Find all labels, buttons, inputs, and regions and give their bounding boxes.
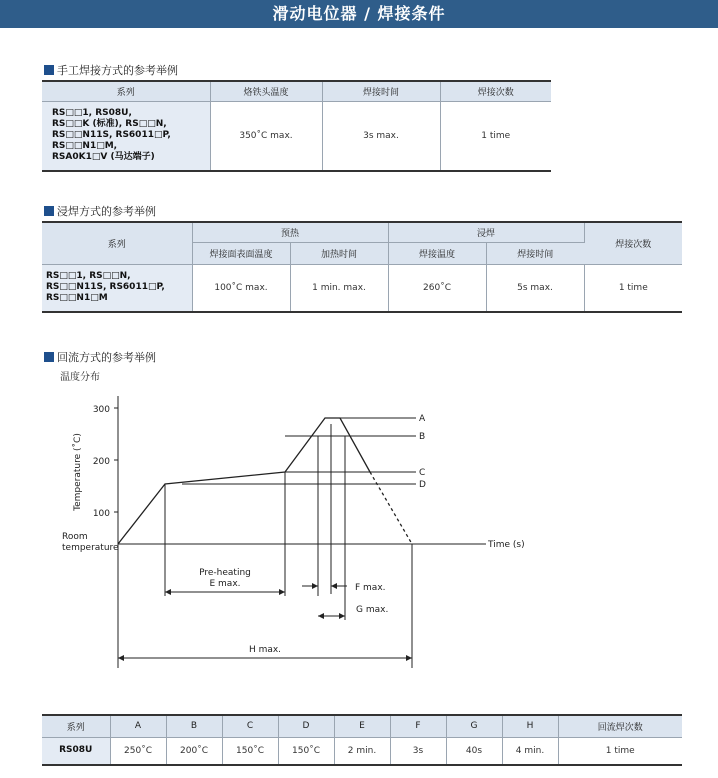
reflow-value-count: 1 time bbox=[558, 737, 682, 765]
reflow-header-count: 回流焊次数 bbox=[558, 715, 682, 737]
manual-series-line: RSA0K1□V (马达端子) bbox=[52, 152, 155, 163]
y-tick-label-100: 100 bbox=[92, 509, 110, 519]
dip-header-series: 系列 bbox=[42, 222, 192, 264]
section-square-icon bbox=[44, 206, 54, 216]
manual-header-count: 焊接次数 bbox=[440, 81, 551, 101]
cooling-dashed-line bbox=[370, 472, 412, 544]
reflow-header-d: D bbox=[278, 715, 334, 737]
reflow-header-c: C bbox=[222, 715, 278, 737]
e-max-label: E max. bbox=[209, 579, 241, 589]
h-max-label: H max. bbox=[248, 645, 282, 655]
reflow-header-f: F bbox=[390, 715, 446, 737]
manual-section-title bbox=[44, 62, 178, 78]
manual-count: 1 time bbox=[440, 101, 551, 171]
page-banner bbox=[0, 0, 718, 28]
temperature-profile-line bbox=[118, 418, 370, 544]
reflow-value-b: 200˚C bbox=[166, 737, 222, 765]
manual-header-iron-temp: 烙铁头温度 bbox=[210, 81, 322, 101]
reflow-value-e: 2 min. bbox=[334, 737, 390, 765]
reflow-header-b: B bbox=[166, 715, 222, 737]
dip-header-surface-temp: 焊接面表面温度 bbox=[192, 242, 290, 264]
reflow-table bbox=[42, 714, 682, 766]
reflow-profile-chart bbox=[0, 384, 718, 674]
y-tick-label-300: 300 bbox=[92, 405, 110, 415]
manual-time: 3s max. bbox=[322, 101, 440, 171]
reflow-subtitle: 温度分布 bbox=[60, 372, 100, 383]
dip-title-text: 浸焊方式的参考举例 bbox=[57, 205, 156, 218]
room-label-line1: Room bbox=[62, 532, 88, 542]
dip-header-heat-time: 加热时间 bbox=[290, 242, 388, 264]
reflow-value-g: 40s bbox=[446, 737, 502, 765]
manual-series-cell bbox=[42, 101, 210, 171]
dip-series-cell bbox=[42, 264, 192, 312]
x-axis-label: Time (s) bbox=[488, 540, 525, 550]
dip-series-line: RS□□N11S, RS6011□P, bbox=[46, 282, 165, 293]
manual-series-line: RS□□1, RS08U, bbox=[52, 108, 132, 119]
reflow-value-c: 150˚C bbox=[222, 737, 278, 765]
level-label-a: A bbox=[419, 414, 426, 424]
section-square-icon bbox=[44, 352, 54, 362]
dip-header-solder-temp: 焊接温度 bbox=[388, 242, 486, 264]
reflow-header-g: G bbox=[446, 715, 502, 737]
manual-series-line: RS□□N1□M, bbox=[52, 141, 118, 152]
reflow-value-d: 150˚C bbox=[278, 737, 334, 765]
reflow-header-h: H bbox=[502, 715, 558, 737]
reflow-title-text: 回流方式的参考举例 bbox=[57, 351, 156, 364]
y-tick-label-200: 200 bbox=[92, 457, 110, 467]
level-label-b: B bbox=[419, 432, 426, 442]
g-max-label: G max. bbox=[356, 605, 389, 615]
section-square-icon bbox=[44, 65, 54, 75]
manual-series-line: RS□□N11S, RS6011□P, bbox=[52, 130, 171, 141]
manual-title-text: 手工焊接方式的参考举例 bbox=[57, 64, 178, 77]
reflow-value-a: 250˚C bbox=[110, 737, 166, 765]
dip-header-preheat: 预热 bbox=[192, 222, 388, 242]
dip-solder-temp: 260˚C bbox=[388, 264, 486, 312]
dip-header-count: 焊接次数 bbox=[584, 222, 682, 264]
manual-header-time: 焊接时间 bbox=[322, 81, 440, 101]
dip-surface-temp: 100˚C max. bbox=[192, 264, 290, 312]
dip-count: 1 time bbox=[584, 264, 682, 312]
level-label-d: D bbox=[419, 480, 426, 490]
dip-series-line: RS□□N1□M bbox=[46, 293, 108, 304]
dip-section-title bbox=[44, 203, 156, 219]
manual-iron-temp: 350˚C max. bbox=[210, 101, 322, 171]
preheat-label: Pre-heating bbox=[199, 568, 251, 578]
manual-series-line: RS□□K (标准), RS□□N, bbox=[52, 119, 167, 130]
banner-title: 滑动电位器 / 焊接条件 bbox=[272, 4, 446, 23]
dip-header-dip: 浸焊 bbox=[388, 222, 584, 242]
reflow-value-f: 3s bbox=[390, 737, 446, 765]
reflow-series: RS08U bbox=[42, 737, 110, 765]
reflow-value-h: 4 min. bbox=[502, 737, 558, 765]
f-max-label: F max. bbox=[355, 583, 386, 593]
level-label-c: C bbox=[419, 468, 426, 478]
room-label-line2: temperature bbox=[62, 543, 119, 553]
reflow-section-title bbox=[44, 349, 156, 365]
dip-table bbox=[42, 221, 682, 313]
reflow-header-e: E bbox=[334, 715, 390, 737]
dip-series-line: RS□□1, RS□□N, bbox=[46, 271, 131, 282]
reflow-header-a: A bbox=[110, 715, 166, 737]
manual-header-series: 系列 bbox=[42, 81, 210, 101]
y-axis-label: Temperature (˚C) bbox=[73, 433, 83, 511]
dip-header-solder-time: 焊接时间 bbox=[486, 242, 584, 264]
dip-solder-time: 5s max. bbox=[486, 264, 584, 312]
reflow-header-series: 系列 bbox=[42, 715, 110, 737]
manual-table bbox=[42, 80, 551, 172]
dip-heat-time: 1 min. max. bbox=[290, 264, 388, 312]
